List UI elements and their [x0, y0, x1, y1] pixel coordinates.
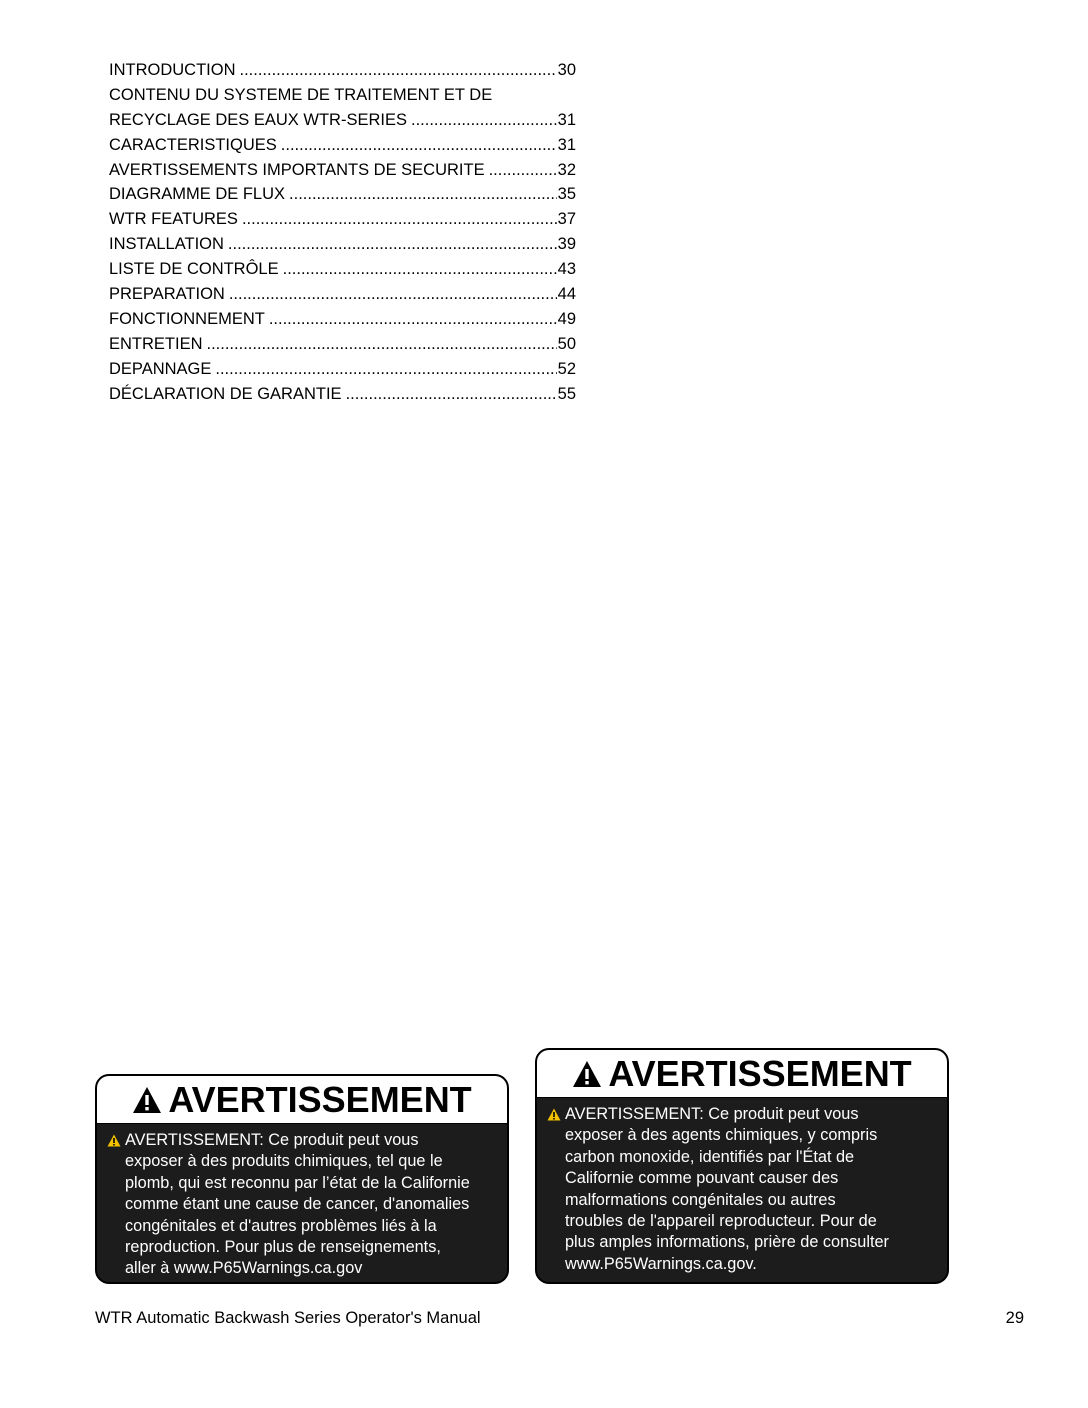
toc-entry[interactable] [109, 158, 576, 183]
toc-entry-page: 49 [557, 309, 576, 328]
toc-entry-title: FONCTIONNEMENT [109, 309, 265, 328]
toc-leader-dots [283, 257, 557, 282]
warning-line: congénitales et d'autres problèmes liés à la [125, 1216, 437, 1235]
warning-box-chemicals [535, 1048, 949, 1284]
warning-line: Californie comme pouvant causer des [565, 1169, 839, 1188]
warning-line: troubles de l'appareil reproducteur. Pour de [565, 1212, 877, 1231]
toc-entry[interactable] [109, 257, 576, 282]
toc-entry-page: 55 [557, 384, 576, 403]
footer-page-number: 29 [1005, 1309, 1024, 1327]
toc-entry-page: 31 [557, 135, 576, 154]
toc-entry-page: 50 [557, 334, 576, 353]
warning-header [537, 1050, 947, 1098]
warning-line: carbon monoxide, identifiés par l'État de [565, 1147, 855, 1166]
toc-entry-title: DIAGRAMME DE FLUX [109, 185, 286, 204]
toc-entry-title: ENTRETIEN [109, 334, 203, 353]
toc-entry[interactable] [109, 207, 576, 232]
toc-leader-dots [207, 332, 557, 357]
toc-leader-dots [228, 232, 557, 257]
toc-entry[interactable] [109, 182, 576, 207]
warning-text [97, 1124, 507, 1280]
warning-text [537, 1098, 947, 1275]
warning-line: malformations congénitales ou autres [565, 1190, 836, 1209]
toc-leader-dots [281, 133, 557, 158]
warning-header [97, 1076, 507, 1124]
toc-entry-page: 37 [557, 210, 576, 229]
warning-triangle-icon [132, 1085, 162, 1115]
toc-entry[interactable] [109, 282, 576, 307]
toc-entry-page: 35 [557, 185, 576, 204]
warning-line: aller à www.P65Warnings.ca.gov [125, 1259, 363, 1278]
warning-box-lead [95, 1074, 509, 1284]
toc-leader-dots [240, 58, 557, 83]
toc-entry[interactable] [109, 232, 576, 257]
toc-entry-title: DEPANNAGE [109, 359, 212, 378]
toc-entry[interactable] [109, 357, 576, 382]
warning-line: comme étant une cause de cancer, d'anomalies [125, 1195, 470, 1214]
toc-entry-title: INSTALLATION [109, 235, 224, 254]
warning-line: reproduction. Pour plus de renseignements, [125, 1238, 441, 1257]
toc-entry-page: 30 [557, 61, 576, 79]
toc-entry-title: CARACTERISTIQUES [109, 135, 277, 154]
toc-leader-dots [269, 307, 557, 332]
toc-entry-page: 39 [557, 235, 576, 254]
warning-line: AVERTISSEMENT: Ce produit peut vous [125, 1131, 419, 1149]
toc-entry[interactable] [109, 382, 576, 407]
warning-triangle-icon [547, 1108, 561, 1121]
toc-entry[interactable] [109, 83, 576, 108]
toc-leader-dots [215, 357, 556, 382]
toc-entry-page: 44 [557, 285, 576, 304]
toc-entry-page: 31 [557, 110, 576, 129]
toc-leader-dots [229, 282, 557, 307]
toc-entry-title: AVERTISSEMENTS IMPORTANTS DE SECURITE [109, 160, 485, 179]
toc-entry-page: 52 [557, 359, 576, 378]
toc-entry-title: INTRODUCTION [109, 61, 236, 79]
warning-line: exposer à des produits chimiques, tel que le [125, 1152, 443, 1171]
toc-entry[interactable] [109, 332, 576, 357]
toc-entry-page: 32 [557, 160, 576, 179]
warning-header-text: AVERTISSEMENT [168, 1078, 472, 1120]
warning-line: www.P65Warnings.ca.gov. [565, 1254, 757, 1273]
toc-entry-title: LISTE DE CONTRÔLE [109, 260, 279, 279]
toc-entry-page: 43 [557, 260, 576, 279]
warning-line: AVERTISSEMENT: Ce produit peut vous [565, 1105, 859, 1123]
toc-entry-title: CONTENU DU SYSTEME DE TRAITEMENT ET DE [109, 85, 493, 104]
footer-title: WTR Automatic Backwash Series Operator's Manual [95, 1309, 481, 1327]
toc-entry[interactable] [109, 133, 576, 158]
table-of-contents [109, 58, 576, 406]
warning-header-text: AVERTISSEMENT [608, 1052, 912, 1094]
warning-triangle-icon [107, 1134, 121, 1147]
toc-entry-title: PREPARATION [109, 285, 225, 304]
warning-line: plomb, qui est reconnu par l’état de la Californie [125, 1173, 470, 1192]
toc-entry-title: DÉCLARATION DE GARANTIE [109, 384, 342, 403]
toc-leader-dots [242, 207, 557, 232]
toc-entry[interactable] [109, 307, 576, 332]
toc-entry-title: WTR FEATURES [109, 210, 238, 229]
toc-entry[interactable] [109, 108, 576, 133]
warning-line: plus amples informations, prière de consulter [565, 1233, 889, 1252]
warning-line: exposer à des agents chimiques, y compris [565, 1126, 878, 1145]
toc-entry[interactable] [109, 58, 576, 83]
warning-triangle-icon [572, 1059, 602, 1089]
toc-leader-dots [289, 182, 557, 207]
toc-entry-title: RECYCLAGE DES EAUX WTR-SERIES [109, 110, 407, 129]
toc-leader-dots [489, 158, 557, 183]
toc-leader-dots [346, 382, 557, 407]
toc-leader-dots [411, 108, 557, 133]
